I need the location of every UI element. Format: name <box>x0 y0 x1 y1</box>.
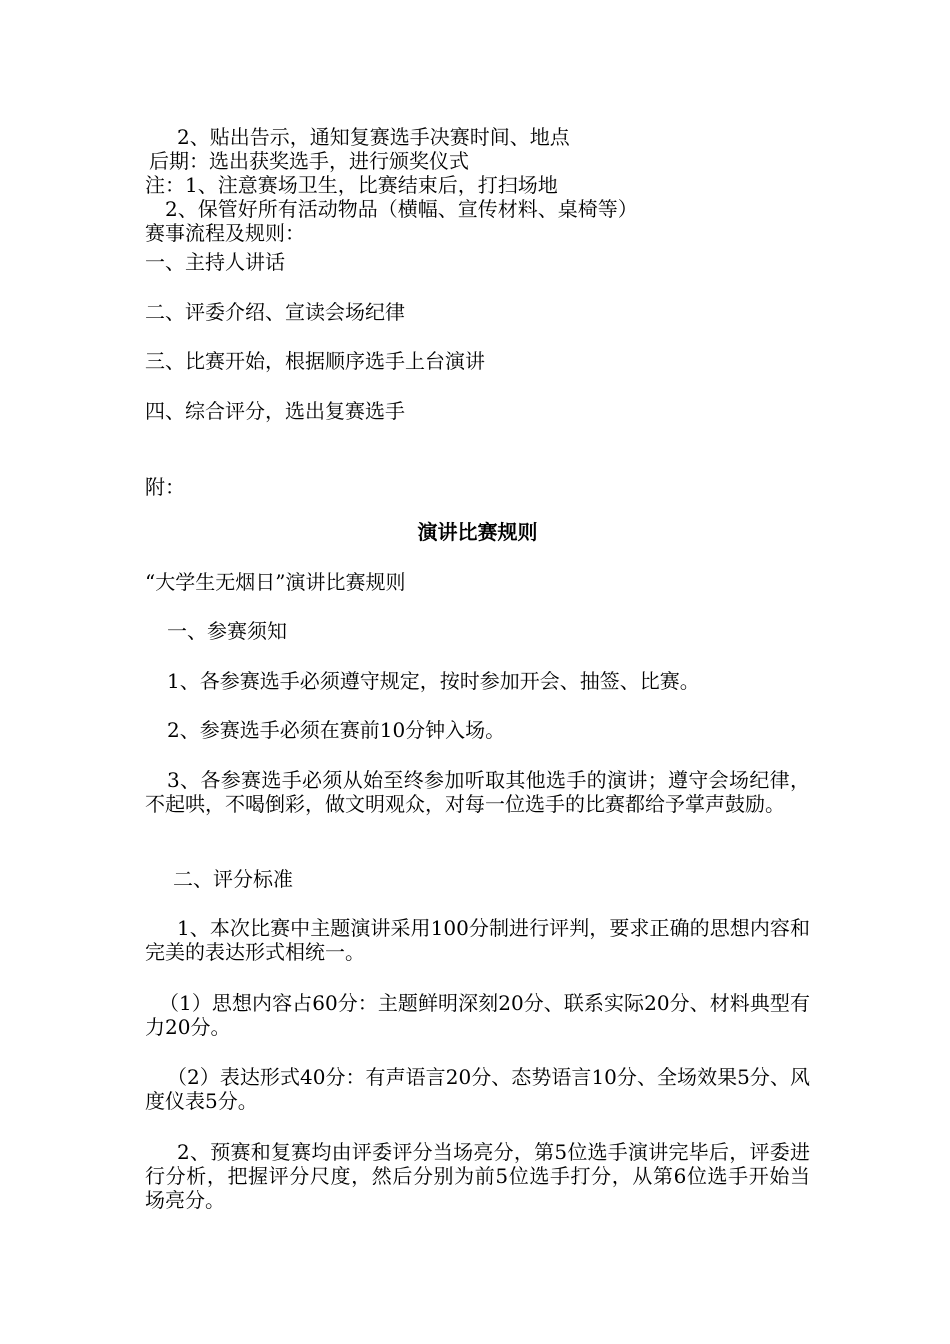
score-item-1b: （2）表达形式40分：有声语言20分、态势语言10分、全场效果5分、风度仪表5分。 <box>145 1065 810 1113</box>
process-heading: 赛事流程及规则： <box>145 221 305 245</box>
later-phase-line: 后期：选出获奖选手，进行颁奖仪式 <box>149 149 469 173</box>
appendix-label: 附： <box>145 475 185 499</box>
section-1-heading: 一、参赛须知 <box>167 619 287 643</box>
score-item-1: 1、本次比赛中主题演讲采用100分制进行评判，要求正确的思想内容和完美的表达形式相统一。 <box>145 916 810 964</box>
score-item-1a: （1）思想内容占60分：主题鲜明深刻20分、联系实际20分、材料典型有力20分。 <box>145 991 810 1039</box>
rule-item-1: 1、各参赛选手必须遵守规定，按时参加开会、抽签、比赛。 <box>167 669 700 693</box>
rule-item-3: 3、各参赛选手必须从始至终参加听取其他选手的演讲；遵守会场纪律，不起哄，不喝倒彩，做文明观众，对每一位选手的比赛都给予掌声鼓励。 <box>145 768 810 816</box>
rules-subtitle: “大学生无烟日”演讲比赛规则 <box>145 570 406 594</box>
section-2-heading: 二、评分标准 <box>173 867 293 891</box>
process-step-1: 一、主持人讲话 <box>145 250 285 274</box>
rule-item-2: 2、参赛选手必须在赛前10分钟入场。 <box>167 718 506 742</box>
note-line-1: 注：1、注意赛场卫生，比赛结束后，打扫场地 <box>145 173 558 197</box>
score-item-2: 2、预赛和复赛均由评委评分当场亮分，第5位选手演讲完毕后，评委进行分析，把握评分尺度，然后分别为前5位选手打分，从第6位选手开始当场亮分。 <box>145 1140 810 1212</box>
notice-line: 2、贴出告示，通知复赛选手决赛时间、地点 <box>177 125 570 149</box>
note-line-2: 2、保管好所有活动物品（横幅、宣传材料、桌椅等） <box>165 197 638 221</box>
process-step-2: 二、评委介绍、宣读会场纪律 <box>145 300 405 324</box>
process-step-3: 三、比赛开始，根据顺序选手上台演讲 <box>145 349 485 373</box>
process-step-4: 四、综合评分，选出复赛选手 <box>145 399 405 423</box>
rules-title: 演讲比赛规则 <box>417 520 538 544</box>
